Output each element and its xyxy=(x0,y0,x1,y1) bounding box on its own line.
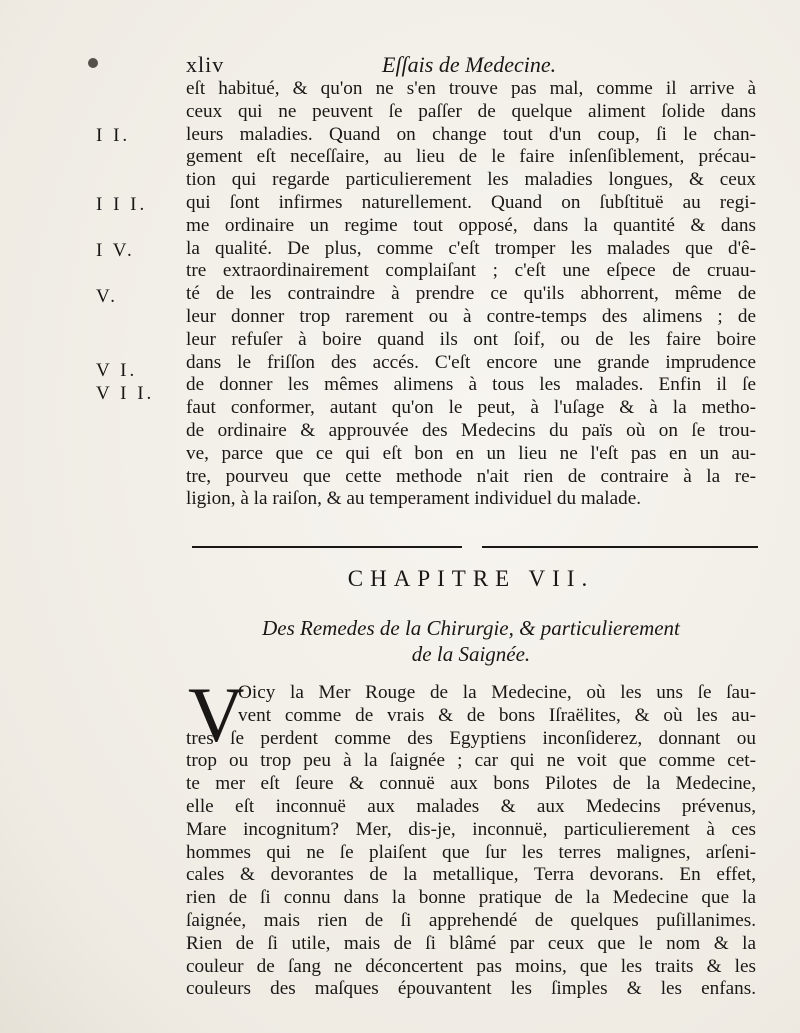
text-line: Rien de ſi utile, mais de ſi blâmé par ceux que le nom & la xyxy=(186,932,756,954)
chapter-subtitle: de la Saignée. xyxy=(411,642,531,666)
text-line: dans le friſſon des accés. C'eſt encore une grande imprudence xyxy=(186,351,756,373)
chapter-heading: CHAPITRE VII. xyxy=(347,566,595,591)
running-title: Eſſais de Medecine. xyxy=(382,52,557,77)
margin-number: V I I. xyxy=(96,383,155,404)
text-line: cales & devorantes de la metallique, Terra devorans. En effet, xyxy=(186,864,756,886)
text-line: la qualité. De plus, comme c'eſt tromper les malades que d'ê- xyxy=(186,237,756,259)
text-line: vent comme de vrais & de bons Iſraëlites, & où les au- xyxy=(238,704,756,726)
chapter-rule xyxy=(192,546,758,552)
text-line: elle eſt inconnuë aux malades & aux Medecins prévenus, xyxy=(186,795,756,817)
text-line: de donner les mêmes alimens à tous les malades. Enfin il ſe xyxy=(186,374,756,396)
chapter-subtitle: Des Remedes de la Chirurgie, & particulierement xyxy=(262,616,680,640)
margin-number: I V. xyxy=(96,240,135,261)
margin-number: V. xyxy=(96,286,119,307)
text-line: eſt habitué, & qu'on ne s'en trouve pas mal, comme il arrive à xyxy=(186,78,756,99)
ink-spot xyxy=(88,58,98,68)
drop-cap: V xyxy=(188,671,245,758)
text-line: faut conformer, autant qu'on le peut, à l'uſage & à la metho- xyxy=(186,397,756,419)
text-line: leurs maladies. Quand on change tout d'un coup, ſi le chan- xyxy=(186,123,756,145)
text-line: ſaignée, mais rien de ſi apprehendé de quelques puſillanimes. xyxy=(186,909,756,931)
text-line: Oicy la Mer Rouge de la Medecine, où les uns ſe ſau- xyxy=(238,682,756,703)
text-line: ceux qui ne peuvent ſe paſſer de quelque aliment ſolide dans xyxy=(186,100,756,122)
text-line: ve, parce que ce qui eſt bon en un lieu ne l'eſt pas en un au- xyxy=(186,442,756,464)
text-line: leur donner trop rarement ou à contre-temps des alimens ; de xyxy=(186,305,756,327)
text-line: qui ſont infirmes naturellement. Quand on ſubſtituë au regi- xyxy=(186,191,756,213)
text-line: tres ſe perdent comme des Egyptiens inconſiderez, donnant ou xyxy=(186,727,756,749)
page-header xyxy=(186,50,766,80)
text-line: trop ou trop peu à la ſaignée ; car qui ne voit que comme cet- xyxy=(186,750,756,772)
text-line: hommes qui ne ſe plaiſent que ſur les terres malignes, arſeni- xyxy=(186,841,756,863)
margin-number: V I. xyxy=(96,360,138,381)
margin-number: I I. xyxy=(96,125,131,146)
text-line: tre, pourveu que cette methode n'ait rien de contraire à la re- xyxy=(186,465,756,487)
rule-right xyxy=(482,546,758,548)
text-line: ligion, à la raiſon, & au temperament individuel du malade. xyxy=(186,488,642,510)
page-number: xliv xyxy=(186,52,225,77)
text-line: tion qui regarde particulierement les maladies longues, & ceux xyxy=(186,169,756,191)
chapter-body xyxy=(186,671,756,1001)
text-line: leur refuſer à boire quand ils ont ſoif, ou de les faire boire xyxy=(186,328,756,350)
paragraph-continued xyxy=(186,78,756,511)
text-line: Mare incognitum? Mer, dis-je, inconnuë, particulierement à ces xyxy=(186,818,756,840)
text-line: couleur de ſang ne déconcertent pas moins, que les traits & les xyxy=(186,955,756,977)
rule-left xyxy=(192,546,462,548)
text-line: tre extraordinairement complaiſant ; c'eſt une eſpece de cruau- xyxy=(186,260,756,282)
text-line: de ordinaire & approuvée des Medecins du païs où on ſe trou- xyxy=(186,419,756,441)
text-line: me ordinaire un regime tout opposé, dans la quantité & dans xyxy=(186,214,756,236)
text-line: couleurs des maſques épouvantent les ſimples & les enfans. xyxy=(186,978,756,1000)
margin-number: I I I. xyxy=(96,194,148,215)
text-line: te mer eſt ſeure & connuë aux bons Pilotes de la Medecine, xyxy=(186,773,756,795)
text-line: gement eſt neceſſaire, au lieu de le faire inſenſiblement, précau- xyxy=(186,146,756,168)
text-line: té de les contraindre à prendre ce qu'ils abhorrent, même de xyxy=(186,283,756,305)
text-line: rien de ſi connu dans la bonne pratique de la Medecine que la xyxy=(186,887,756,909)
